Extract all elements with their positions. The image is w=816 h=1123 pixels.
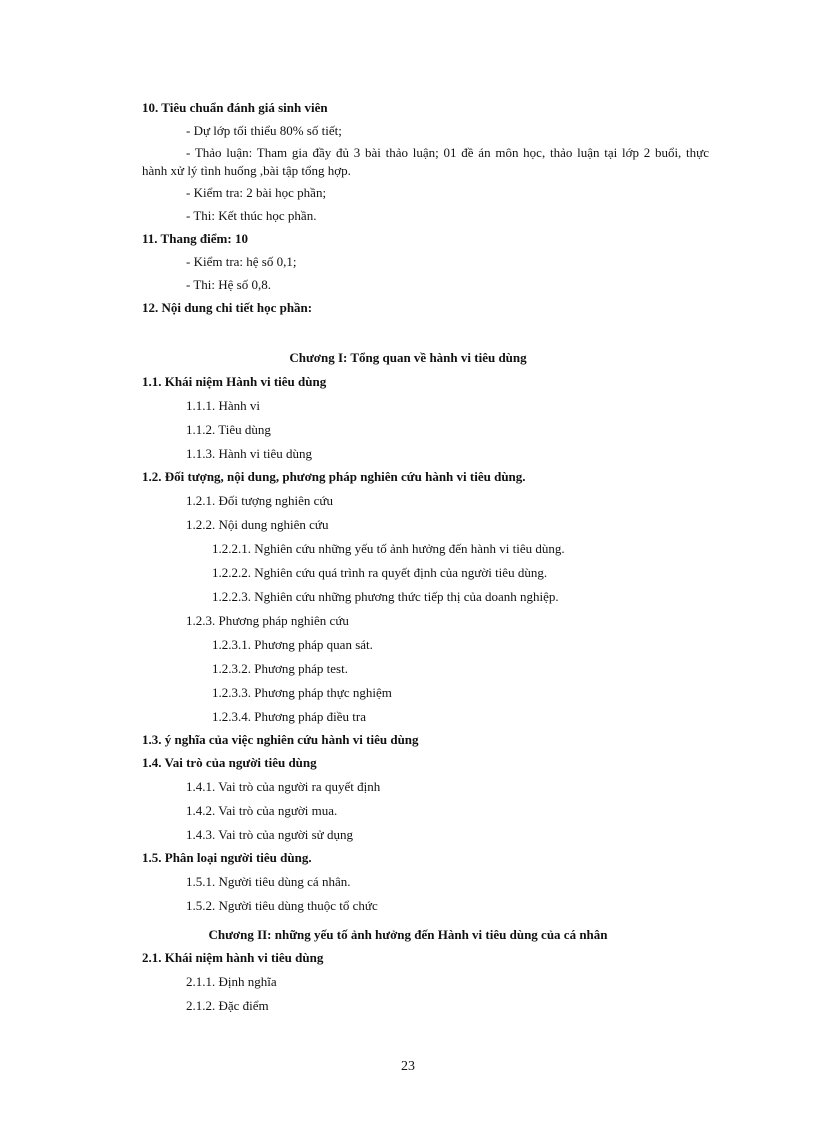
toc-item: 1.4.1. Vai trò của người ra quyết định [186,779,381,794]
toc-heading: 1.3. ý nghĩa của việc nghiên cứu hành vi tiêu dùng [142,732,419,747]
toc-heading: 1.2. Đối tượng, nội dung, phương pháp nghiên cứu hành vi tiêu dùng. [142,469,526,484]
toc-item: 2.1.2. Đặc điểm [186,998,269,1013]
grading-item: - Kiểm tra: hệ số 0,1; [186,254,297,269]
toc-subitem: 1.2.2.2. Nghiên cứu quá trình ra quyết định của người tiêu dùng. [212,565,548,580]
toc-item: 1.2.2. Nội dung nghiên cứu [186,517,329,532]
toc-item: 2.1.1. Định nghĩa [186,974,277,989]
toc-item: 1.4.3. Vai trò của người sử dụng [186,827,353,842]
toc-subitem: 1.2.3.2. Phương pháp test. [212,661,348,676]
toc-item: 1.5.1. Người tiêu dùng cá nhân. [186,874,351,889]
toc-heading: 1.4. Vai trò của người tiêu dùng [142,755,317,770]
toc-item: 1.4.2. Vai trò của người mua. [186,803,338,818]
criteria-item: - Kiểm tra: 2 bài học phần; [186,185,327,200]
criteria-item: - Thi: Kết thúc học phần. [186,208,317,223]
toc-subitem: 1.2.2.3. Nghiên cứu những phương thức tiếp thị của doanh nghiệp. [212,589,559,604]
criteria-item: - Dự lớp tối thiểu 80% số tiết; [186,123,342,138]
toc-subitem: 1.2.3.1. Phương pháp quan sát. [212,637,373,652]
toc-heading: 2.1. Khái niệm hành vi tiêu dùng [142,950,324,965]
toc-subitem: 1.2.3.4. Phương pháp điều tra [212,709,367,724]
page-number: 23 [401,1059,415,1074]
toc-subitem: 1.2.2.1. Nghiên cứu những yếu tố ảnh hưởng đến hành vi tiêu dùng. [212,541,565,556]
criteria-item-continuation: hành xử lý tình huống ,bài tập tổng hợp. [142,163,351,178]
toc-item: 1.1.1. Hành vi [186,398,261,413]
toc-item: 1.2.1. Đối tượng nghiên cứu [186,493,333,508]
toc-item: 1.2.3. Phương pháp nghiên cứu [186,613,349,628]
grading-item: - Thi: Hệ số 0,8. [186,277,271,292]
chapter-1-title: Chương I: Tổng quan về hành vi tiêu dùng [289,350,527,365]
toc-item: 1.5.2. Người tiêu dùng thuộc tổ chức [186,898,378,913]
section-10-heading: 10. Tiêu chuẩn đánh giá sinh viên [142,100,328,115]
criteria-item: - Thảo luận: Tham gia đầy đủ 3 bài thảo luận; 01 đề án môn học, thảo luận tại lớp 2 buổi, thực [186,145,709,160]
toc-item: 1.1.2. Tiêu dùng [186,422,271,437]
section-12-heading: 12. Nội dung chi tiết học phần: [142,300,313,315]
section-11-heading: 11. Thang điểm: 10 [142,231,248,246]
toc-heading: 1.5. Phân loại người tiêu dùng. [142,850,312,865]
toc-item: 1.1.3. Hành vi tiêu dùng [186,446,313,461]
toc-heading: 1.1. Khái niệm Hành vi tiêu dùng [142,374,327,389]
toc-subitem: 1.2.3.3. Phương pháp thực nghiệm [212,685,392,700]
chapter-2-title: Chương II: những yếu tố ảnh hưởng đến Hành vi tiêu dùng của cá nhân [208,927,608,942]
